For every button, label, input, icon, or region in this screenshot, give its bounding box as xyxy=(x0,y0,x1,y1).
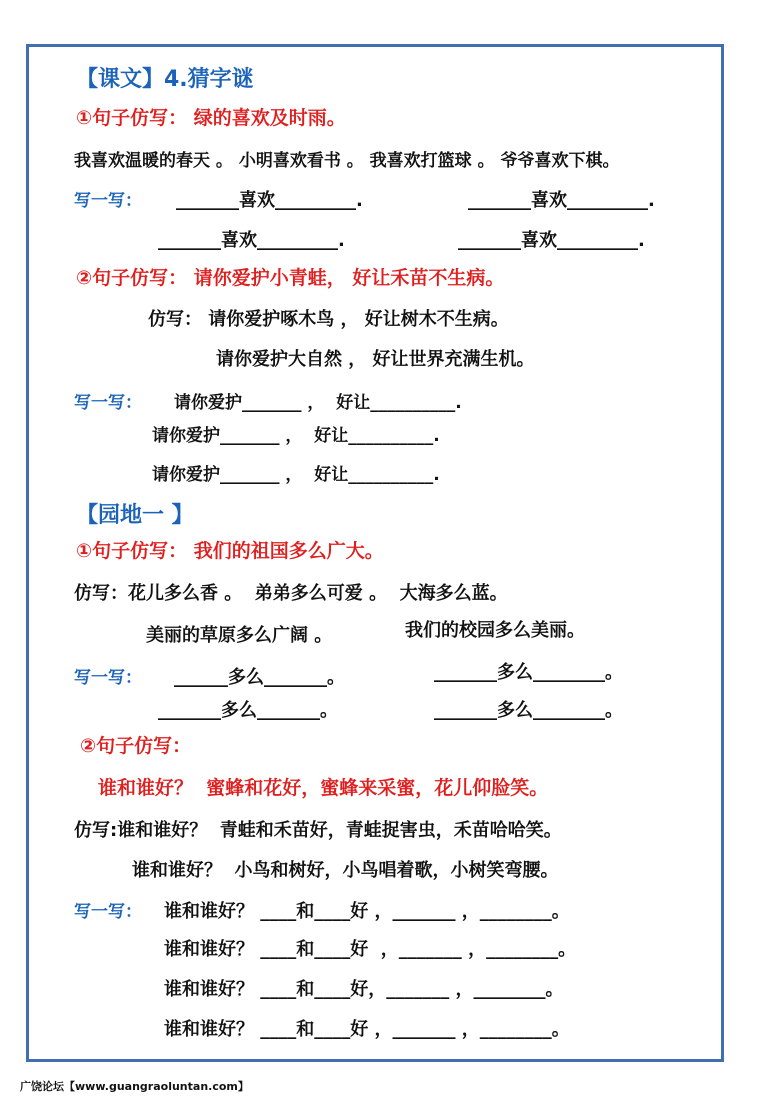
garden-title: 【园地一 】 xyxy=(76,503,194,528)
garden-s2-blank-2[interactable]: 谁和谁好？ ____和____好 ，_______ ，________。 xyxy=(164,939,577,960)
garden-s2-blank-3[interactable]: 谁和谁好？ ____和____好，_______ ，________。 xyxy=(164,979,564,1000)
lesson-s1-write-label: 写一写： xyxy=(74,191,142,211)
lesson-s2-blank-1[interactable]: 请你爱护_______ ， 好让__________. xyxy=(174,393,462,413)
garden-s1-blank-2b[interactable]: _______多么________。 xyxy=(434,700,623,721)
garden-s1-example-2b: 我们的校园多么美丽。 xyxy=(405,620,585,641)
lesson-s2-example-2: 请你爱护大自然 ， 好让世界充满生机。 xyxy=(216,349,535,370)
garden-s1-example-2a: 美丽的草原多么广阔 。 xyxy=(146,625,333,646)
garden-s1-heading: ①句子仿写： 我们的祖国多么广大。 xyxy=(76,540,384,562)
lesson-s1-heading: ①句子仿写： 绿的喜欢及时雨。 xyxy=(76,107,346,129)
footer-source: 广饶论坛【www.guangraoluntan.com】 xyxy=(20,1080,249,1093)
lesson-s1-blank-2b[interactable]: _______喜欢_________. xyxy=(458,230,645,251)
garden-s1-example-1: 仿写：花儿多么香 。 弟弟多么可爱 。 大海多么蓝。 xyxy=(74,583,508,604)
garden-s2-heading: ②句子仿写： xyxy=(80,735,192,757)
garden-s2-example-1: 仿写:谁和谁好？ 青蛙和禾苗好，青蛙捉害虫，禾苗哈哈笑。 xyxy=(74,820,562,841)
garden-s1-blank-1a[interactable]: ______多么_______。 xyxy=(174,667,345,688)
garden-s1-blank-2a[interactable]: _______多么_______。 xyxy=(158,700,338,721)
lesson-s2-write-label: 写一写： xyxy=(74,393,142,413)
garden-s1-write-label: 写一写： xyxy=(74,668,142,688)
lesson-s2-heading: ②句子仿写： 请你爱护小青蛙， 好让禾苗不生病。 xyxy=(76,267,505,289)
garden-s2-example-2: 谁和谁好？ 小鸟和树好，小鸟唱着歌，小树笑弯腰。 xyxy=(132,860,559,881)
lesson-s1-blank-1b[interactable]: _______喜欢_________. xyxy=(468,190,655,211)
lesson-s2-blank-2[interactable]: 请你爱护_______ ， 好让__________. xyxy=(152,426,440,446)
garden-s2-blank-1[interactable]: 谁和谁好？ ____和____好 ，_______ ，________。 xyxy=(164,901,570,922)
lesson-s2-blank-3[interactable]: 请你爱护_______ ， 好让__________. xyxy=(152,465,440,485)
lesson-s1-example: 我喜欢温暖的春天 。 小明喜欢看书 。 我喜欢打篮球 。 爷爷喜欢下棋。 xyxy=(74,151,620,171)
lesson-title: 【课文】4.猜字谜 xyxy=(76,67,254,92)
garden-s1-blank-1b[interactable]: _______多么________。 xyxy=(434,662,623,683)
lesson-s1-blank-2a[interactable]: _______喜欢_________. xyxy=(158,230,345,251)
garden-s2-model: 谁和谁好？ 蜜蜂和花好，蜜蜂来采蜜，花儿仰脸笑。 xyxy=(98,777,549,799)
garden-s2-blank-4[interactable]: 谁和谁好？ ____和____好 ，_______ ，________。 xyxy=(164,1019,570,1040)
garden-s2-write-label: 写一写： xyxy=(74,902,142,922)
lesson-s1-blank-1a[interactable]: _______喜欢_________. xyxy=(176,190,363,211)
lesson-s2-example-1: 仿写： 请你爱护啄木鸟 ， 好让树木不生病。 xyxy=(148,309,509,330)
